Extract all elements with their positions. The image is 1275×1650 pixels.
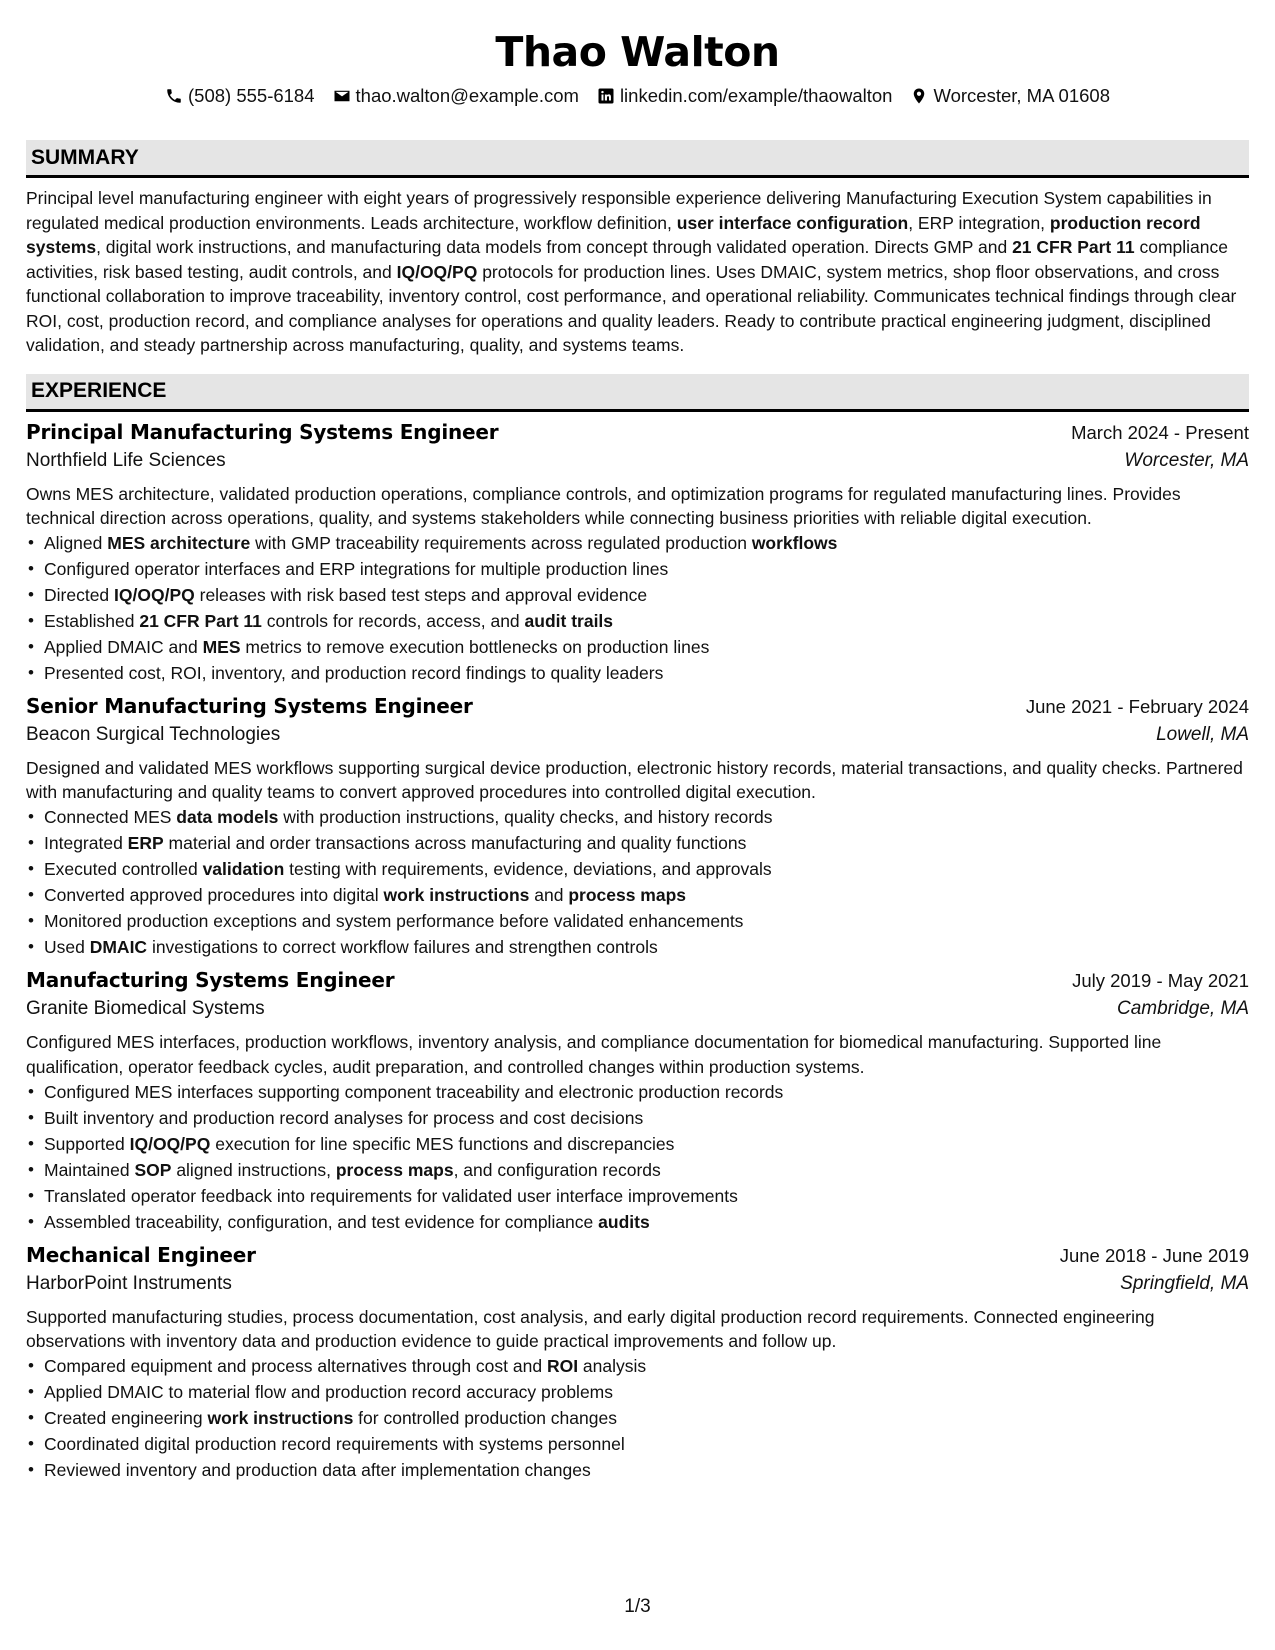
text-run: Presented cost, ROI, inventory, and production record findings to quality leaders — [44, 662, 664, 683]
bullet-item — [26, 1457, 1249, 1483]
text-run: Supported — [44, 1133, 130, 1154]
bullet-item — [26, 830, 1249, 856]
emphasis-text: audit trails — [524, 610, 614, 631]
job-description: Supported manufacturing studies, process documentation, cost analysis, and early digital production record requirements. Connected engineering observations with inventory data and production evidence to guide practical improvements and follow up. — [26, 1306, 1155, 1351]
bullet-item — [26, 856, 1249, 882]
text-run: and — [529, 885, 569, 906]
text-run: releases with risk based test steps and approval evidence — [194, 584, 648, 605]
bullet-item — [26, 804, 1249, 830]
job-entry — [26, 968, 1249, 1234]
experience-list — [26, 420, 1249, 1484]
emphasis-text: ERP — [127, 833, 164, 854]
emphasis-text: validation — [202, 859, 285, 880]
text-run: testing with requirements, evidence, deviations, and approvals — [284, 859, 772, 880]
bullet-item — [26, 908, 1249, 934]
contact-phone — [165, 85, 315, 107]
job-header — [26, 968, 1249, 998]
text-run: Aligned — [44, 532, 108, 553]
text-run: Converted approved procedures into digital — [44, 885, 384, 906]
emphasis-text: audits — [598, 1211, 650, 1232]
job-title: Senior Manufacturing Systems Engineer — [26, 693, 473, 718]
emphasis-text: IQ/OQ/PQ — [114, 584, 195, 605]
job-entry — [26, 694, 1249, 960]
job-location: Lowell, MA — [1156, 723, 1249, 745]
text-run: Compared equipment and process alternatives through cost and — [44, 1356, 547, 1377]
text-run: Used — [44, 937, 90, 958]
emphasis-text: user interface configuration — [676, 212, 909, 233]
text-run: Integrated — [44, 833, 128, 854]
bullet-item — [26, 1209, 1249, 1235]
bullet-item — [26, 634, 1249, 660]
job-bullets — [26, 1079, 1249, 1235]
phone-text: (508) 555-6184 — [188, 85, 315, 106]
job-dates: June 2021 - February 2024 — [1025, 695, 1249, 717]
text-run: Applied DMAIC and — [44, 636, 203, 657]
emphasis-text: process maps — [568, 885, 687, 906]
emphasis-text: IQ/OQ/PQ — [396, 261, 478, 282]
job-location: Worcester, MA — [1124, 449, 1249, 471]
contact-bar — [26, 82, 1249, 110]
linkedin-link[interactable]: linkedin.com/example/thaowalton — [619, 85, 893, 106]
job-dates: July 2019 - May 2021 — [1072, 970, 1249, 992]
text-run: protocols for production lines. Uses DMAIC, system metrics, shop floor observations, and cross functional collaboration to improve traceability, inventory control, cost performance, and operational reliability. Communicates technical findings through clear ROI, cost, production record, and compliance analyses for operations and quality leaders. Ready to contribute practical engineering judgment, disciplined validation, and steady partnership across manufacturing, quality, and systems teams. — [26, 261, 1237, 355]
text-run: Configured MES interfaces supporting component traceability and electronic production records — [44, 1081, 784, 1102]
text-run: Coordinated digital production record requirements with systems personnel — [44, 1434, 625, 1455]
emphasis-text: process maps — [335, 1159, 454, 1180]
bullet-item — [26, 1405, 1249, 1431]
company-name: Granite Biomedical Systems — [26, 998, 265, 1020]
bullet-item — [26, 934, 1249, 960]
text-run: Applied DMAIC to material flow and production record accuracy problems — [44, 1382, 614, 1403]
bullet-item — [26, 1379, 1249, 1405]
page-number: 1/3 — [624, 1596, 651, 1617]
job-title: Manufacturing Systems Engineer — [26, 968, 395, 993]
job-subheader — [26, 450, 1249, 480]
text-run: Maintained — [44, 1159, 135, 1180]
job-bullets — [26, 804, 1249, 960]
job-dates: June 2018 - June 2019 — [1059, 1244, 1249, 1266]
text-run: Executed controlled — [44, 859, 203, 880]
map-pin-icon — [910, 87, 928, 105]
contact-email[interactable] — [333, 85, 579, 107]
email-link[interactable]: thao.walton@example.com — [355, 85, 579, 106]
bullet-item — [26, 608, 1249, 634]
job-entry — [26, 1243, 1249, 1483]
job-location: Springfield, MA — [1120, 1272, 1249, 1294]
candidate-name: Thao Walton — [495, 28, 780, 76]
text-run: for controlled production changes — [353, 1408, 617, 1429]
text-run: Configured operator interfaces and ERP integrations for multiple production lines — [44, 558, 669, 579]
contact-linkedin[interactable] — [597, 85, 893, 107]
emphasis-text: DMAIC — [89, 937, 148, 958]
text-run: controls for records, access, and — [261, 610, 525, 631]
bullet-item — [26, 1183, 1249, 1209]
summary-heading: SUMMARY — [26, 140, 1249, 178]
job-header — [26, 1243, 1249, 1273]
bullet-item — [26, 882, 1249, 908]
bullet-item — [26, 1105, 1249, 1131]
experience-heading: EXPERIENCE — [26, 374, 1249, 412]
company-name: Northfield Life Sciences — [26, 449, 226, 471]
job-entry — [26, 420, 1249, 686]
job-location: Cambridge, MA — [1117, 998, 1249, 1020]
job-header — [26, 694, 1249, 724]
job-title: Mechanical Engineer — [26, 1242, 256, 1267]
text-run: execution for line specific MES functions and discrepancies — [210, 1133, 675, 1154]
emphasis-text: work instructions — [207, 1408, 354, 1429]
job-description: Designed and validated MES workflows supporting surgical device production, electronic history records, material transactions, and quality checks. Partnered with manufacturing and quality teams to convert approved procedures into controlled digital execution. — [26, 757, 1243, 803]
emphasis-text: ROI — [546, 1356, 579, 1377]
job-bullets — [26, 530, 1249, 686]
text-run: Built inventory and production record analyses for process and cost decisions — [44, 1107, 644, 1128]
text-run: , and configuration records — [453, 1159, 661, 1180]
text-run: Translated operator feedback into requirements for validated user interface improvements — [44, 1185, 738, 1206]
emphasis-text: SOP — [134, 1159, 172, 1180]
text-run: Established — [44, 610, 140, 631]
summary-paragraph — [26, 186, 1249, 358]
emphasis-text: IQ/OQ/PQ — [129, 1133, 211, 1154]
text-run: Created engineering — [44, 1408, 208, 1429]
phone-icon — [165, 87, 183, 105]
bullet-item — [26, 660, 1249, 686]
job-description: Owns MES architecture, validated production operations, compliance controls, and optimization programs for regulated manufacturing lines. Provides technical direction across operations, quality, and systems stakeholders while connecting business priorities with reliable digital execution. — [26, 483, 1181, 528]
text-run: with GMP traceability requirements across regulated production — [250, 532, 752, 553]
text-run: Assembled traceability, configuration, and test evidence for compliance — [44, 1211, 599, 1232]
company-name: HarborPoint Instruments — [26, 1272, 232, 1294]
text-run: Monitored production exceptions and system performance before validated enhancements — [44, 911, 744, 932]
text-run: analysis — [578, 1356, 647, 1377]
emphasis-text: MES architecture — [107, 532, 251, 553]
text-run: with production instructions, quality checks, and history records — [278, 807, 773, 828]
job-subheader — [26, 998, 1249, 1028]
contact-location — [910, 85, 1110, 107]
job-bullets — [26, 1353, 1249, 1483]
emphasis-text: data models — [176, 807, 279, 828]
emphasis-text: MES — [202, 636, 241, 657]
text-run: metrics to remove execution bottlenecks on production lines — [240, 636, 710, 657]
text-run: compliance activities, risk based testing, audit controls, and — [26, 237, 1229, 282]
bullet-item — [26, 1353, 1249, 1379]
text-run: material and order transactions across manufacturing and quality functions — [163, 833, 747, 854]
resume-page — [26, 20, 1249, 1483]
job-subheader — [26, 1273, 1249, 1303]
bullet-item — [26, 1431, 1249, 1457]
text-run: Connected MES — [44, 807, 177, 828]
job-title: Principal Manufacturing Systems Engineer — [26, 419, 499, 444]
text-run: Directed — [44, 584, 115, 605]
text-run: aligned instructions, — [171, 1159, 336, 1180]
job-dates: March 2024 - Present — [1071, 421, 1249, 443]
emphasis-text: production record systems — [26, 212, 1201, 257]
bullet-item — [26, 1079, 1249, 1105]
text-run: Principal level manufacturing engineer with eight years of progressively responsible experience delivering Manufacturing Execution System capabilities in regulated medical production environments. Leads architecture, workflow definition, — [26, 188, 1212, 233]
job-subheader — [26, 724, 1249, 754]
emphasis-text: 21 CFR Part 11 — [1012, 237, 1135, 257]
bullet-item — [26, 530, 1249, 556]
text-run: Reviewed inventory and production data after implementation changes — [44, 1460, 591, 1481]
job-description: Configured MES interfaces, production workflows, inventory analysis, and compliance documentation for biomedical manufacturing. Supported line qualification, operator feedback cycles, audit preparation, and controlled changes within production systems. — [26, 1032, 1162, 1077]
job-header — [26, 420, 1249, 450]
emphasis-text: work instructions — [383, 885, 530, 906]
emphasis-text: 21 CFR Part 11 — [139, 610, 262, 631]
emphasis-text: workflows — [751, 532, 838, 553]
bullet-item — [26, 1131, 1249, 1157]
text-run: , ERP integration, — [908, 212, 1050, 233]
envelope-icon — [333, 87, 351, 105]
bullet-item — [26, 582, 1249, 608]
linkedin-icon — [597, 87, 615, 105]
text-run: investigations to correct workflow failures and strengthen controls — [147, 937, 658, 958]
company-name: Beacon Surgical Technologies — [26, 723, 281, 745]
location-text: Worcester, MA 01608 — [933, 85, 1110, 106]
bullet-item — [26, 1157, 1249, 1183]
text-run: , digital work instructions, and manufacturing data models from concept through validated operation. Directs GMP and — [96, 237, 1013, 257]
bullet-item — [26, 556, 1249, 582]
